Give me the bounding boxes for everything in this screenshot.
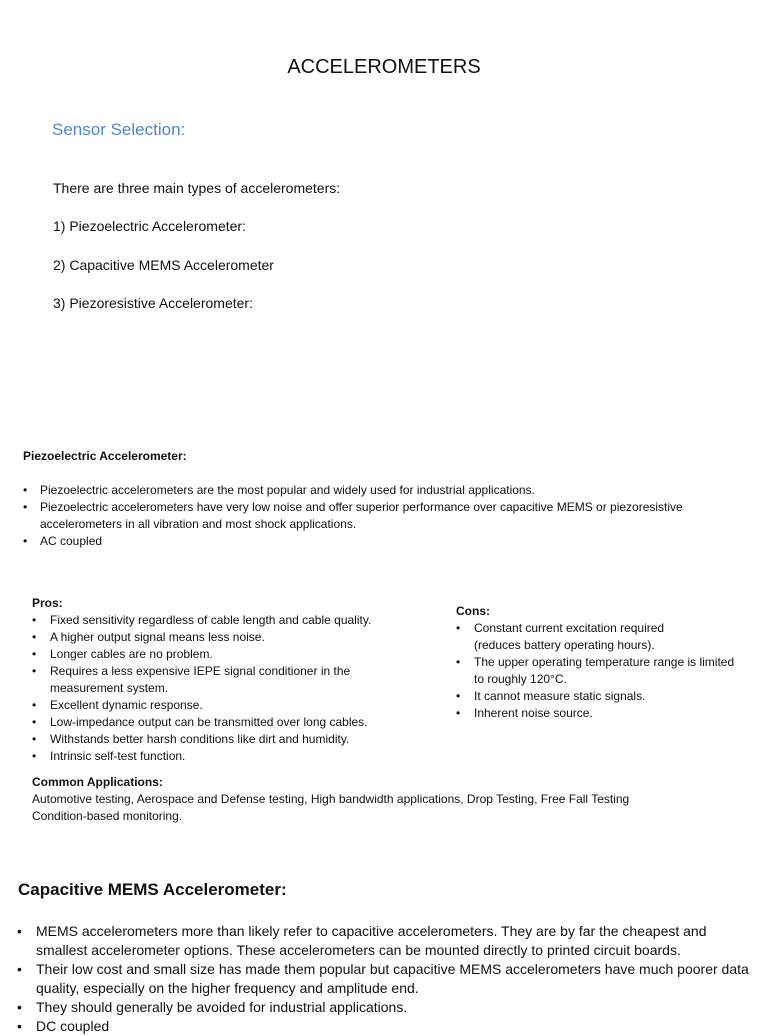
bullet-icon: • [17,923,22,939]
type-item-piezoresistive: 3) Piezoresistive Accelerometer: [53,295,253,311]
mems-bullet-list [17,922,757,1036]
list-item: • DC coupled [17,1018,110,1034]
cons-block [456,603,746,722]
applications-text: Automotive testing, Aerospace and Defense testing, High bandwidth applications, Drop Testing, Free Fall Testing [32,792,630,806]
list-item: • Requires a less expensive IEPE signal conditioner in the measurement system. [32,664,351,695]
intro-text: There are three main types of accelerometers: [53,180,341,196]
list-item: • Withstands better harsh conditions like dirt and humidity. [32,732,350,746]
piezo-bullet-list [23,482,743,550]
section-heading: Sensor Selection: [52,120,186,139]
list-item: • Inherent noise source. [456,706,593,720]
page-title: ACCELEROMETERS [287,56,481,78]
cons-label: Cons: [456,604,490,618]
list-item: • Constant current excitation required (reduces battery operating hours). [456,621,665,652]
applications-block [32,774,747,825]
list-item: • Intrinsic self-test function. [32,749,186,763]
bullet-icon: • [17,999,22,1015]
type-item-capacitive-mems: 2) Capacitive MEMS Accelerometer [53,257,274,273]
type-item-piezoelectric: 1) Piezoelectric Accelerometer: [53,218,246,234]
list-item: • Longer cables are no problem. [32,647,213,661]
list-item: • Piezoelectric accelerometers are the most popular and widely used for industrial applications. [23,483,535,497]
list-item: • It cannot measure static signals. [456,689,646,703]
bullet-icon: • [32,715,37,729]
list-item: • Fixed sensitivity regardless of cable length and cable quality. [32,613,372,627]
bullet-icon: • [23,483,28,497]
list-item: • Their low cost and small size has made them popular but capacitive MEMS accelerometers have much poorer data quality, especially on the higher frequency and amplitude end. [17,961,749,996]
bullet-icon: • [17,961,22,977]
bullet-icon: • [32,698,37,712]
pros-label: Pros: [32,596,63,610]
list-item: • AC coupled [23,534,103,548]
list-item: • MEMS accelerometers more than likely refer to capacitive accelerometers. They are by far the cheapest and smallest accelerometer options. These accelerometers can be mounted directly to printed circuit boards. [17,923,707,958]
list-item: • They should generally be avoided for industrial applications. [17,999,408,1015]
applications-text-continued: Condition-based monitoring. [32,809,183,823]
mems-heading: Capacitive MEMS Accelerometer: [18,880,287,899]
bullet-icon: • [32,647,37,661]
bullet-icon: • [456,621,461,635]
bullet-icon: • [32,630,37,644]
bullet-icon: • [456,689,461,703]
bullet-icon: • [32,613,37,627]
bullet-icon: • [23,500,28,514]
list-item: • The upper operating temperature range is limited to roughly 120°C. [456,655,735,686]
piezo-heading: Piezoelectric Accelerometer: [23,449,187,463]
bullet-icon: • [32,749,37,763]
list-item: • Low-impedance output can be transmitted over long cables. [32,715,368,729]
list-item: • Excellent dynamic response. [32,698,203,712]
bullet-icon: • [456,706,461,720]
bullet-icon: • [32,732,37,746]
bullet-icon: • [32,664,37,678]
applications-label: Common Applications: [32,775,163,789]
list-item: • A higher output signal means less noise. [32,630,265,644]
bullet-icon: • [23,534,28,548]
pros-block [32,595,442,765]
bullet-icon: • [456,655,461,669]
list-item: • Piezoelectric accelerometers have very low noise and offer superior performance over capacitive MEMS or piezoresistive accelerometers in all vibration and most shock applications. [23,500,683,531]
bullet-icon: • [17,1018,22,1034]
